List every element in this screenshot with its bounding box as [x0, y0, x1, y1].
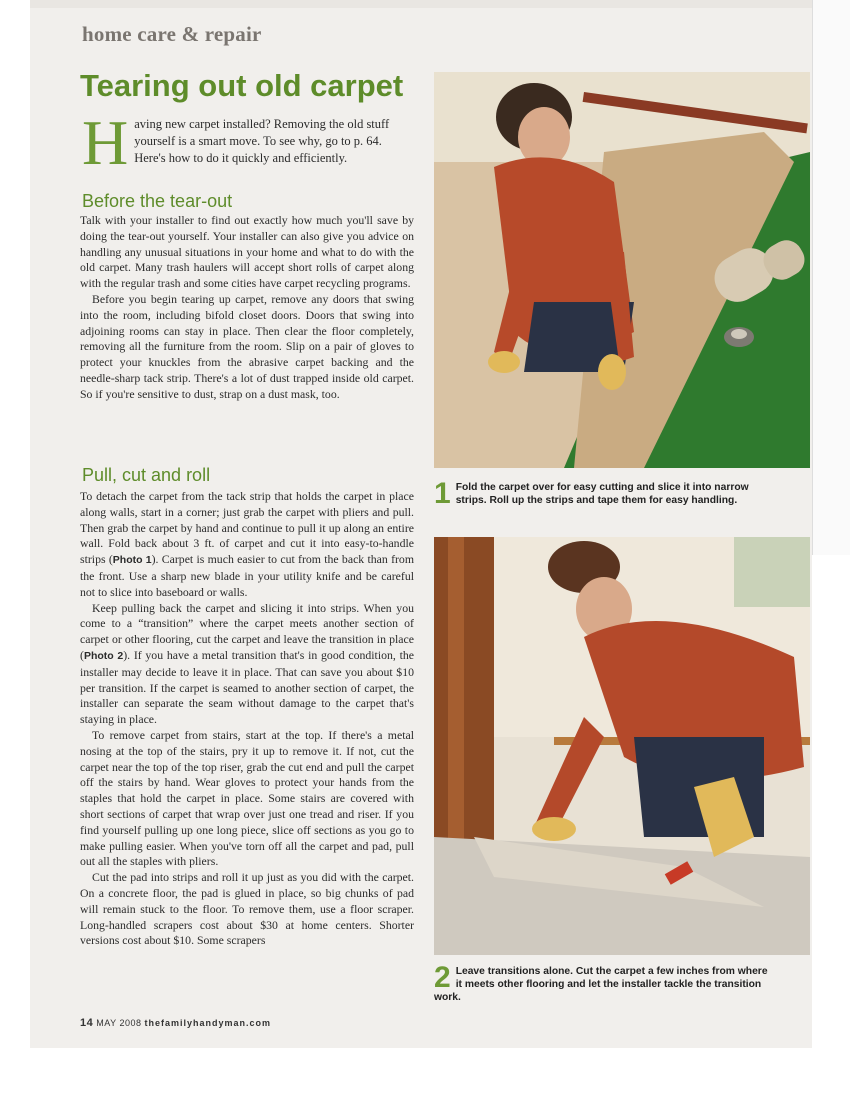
body-text: To detach the carpet from the tack strip that holds the carpet in place along walls, start in a corner; just grab the carpet with pliers and pull. Then grab the carpet by hand and continue to pull it up along an entire wall. Fold back about 3 ft. of carpet and cut it into easy-to-handle strips ( [80, 489, 414, 567]
body-text: ). Carpet is much easier to cut from the back than from the front. Use a sharp new blade in your utility knife and be careful not to slice into baseboard or walls. [80, 552, 414, 599]
photo-reference: Photo 2 [83, 649, 124, 662]
photo-1-carpet-folding [434, 72, 810, 468]
body-paragraph: Cut the pad into strips and roll it up just as you did with the carpet. On a concrete floor, the pad is glued in place, so big chunks of pad will remain stuck to the floor. To remove them, use a floor scraper. Long-handled scrapers cost about $30 at home centers. Shorter versions cost about $10. Some scrapers [80, 870, 414, 948]
photo-2-caption [434, 961, 774, 1004]
body-paragraph: To remove carpet from stairs, start at the top. If there's a metal nosing at the top of the stairs, pry it up to remove it. If not, cut the carpet near the top of the top riser, grab the cut end and pull the carpet off the stairs by hand. Wear gloves to protect your hands from the staples that hold the carpet in place. Some stairs are covered with short sections of carpet that wrap over just one tread and riser. If you find yourself pulling up one long piece, slice off sections as you go to make pulling easier. When you've torn off all the carpet and pad, pull out all the staples with pliers. [80, 727, 414, 869]
caption-text: Leave transitions alone. Cut the carpet a few inches from where it meets other flooring and let the installer tackle the transition work. [434, 966, 768, 1003]
body-text: Keep pulling back the carpet and slicing it into strips. When you come to a “transition” where the carpet meets another section of carpet or other flooring, cut the carpet and leave the transition in place ( [80, 600, 414, 662]
section-label: home care & repair [82, 22, 262, 46]
caption-number: 1 [434, 477, 451, 510]
photo-reference: Photo 1 [112, 554, 152, 567]
section-heading-before: Before the tear-out [82, 191, 233, 211]
section-pull-body [80, 489, 414, 949]
photo-1-caption [434, 477, 774, 510]
section-heading-pull: Pull, cut and roll [82, 465, 211, 485]
photo-1-image [434, 72, 810, 468]
intro-text: aving new carpet installed? Removing the old stuff yourself is a smart move. To see why, go to p. 64. Here's how to do it quickly and efficiently. [134, 117, 390, 165]
caption-text: Fold the carpet over for easy cutting and slice it into narrow strips. Roll up the strips and tape them for easy handling. [455, 482, 749, 506]
page-top-edge [30, 0, 812, 8]
body-paragraph: Talk with your installer to find out exactly how much you'll save by doing the tear-out yourself. Your installer can also give you advice on handling any unusual situations in your home and what to do with the old carpet. Many trash haulers will accept short rolls of carpet along with the regular trash and some cities have carpet recycling programs. [80, 213, 414, 291]
section-before-body [80, 213, 414, 403]
body-paragraph [80, 489, 414, 601]
page-footer [80, 1017, 271, 1029]
body-paragraph: Before you begin tearing up carpet, remove any doors that swing into the room, including bifold closet doors. Doors that swing into adjoining rooms can stay in place. Then clear the floor completely, removing all the furniture from the room. Slip on a pair of gloves to protect your knuckles from the abrasive carpet backing and the needle-sharp tack strip. There's a lot of dust trapped inside old carpet. So if you're sensitive to dust, strap on a dust mask, too. [80, 291, 414, 401]
photo-2-transition-cutting [434, 537, 810, 955]
next-page-edge [812, 0, 850, 555]
body-paragraph [80, 601, 414, 728]
intro-paragraph [82, 107, 412, 178]
issue-date: MAY 2008 [96, 1018, 142, 1028]
photo-2-image [434, 537, 810, 955]
page-number: 14 [80, 1017, 94, 1029]
article-headline: Tearing out old carpet [80, 68, 404, 103]
drop-cap: H [82, 107, 129, 178]
website: thefamilyhandyman.com [144, 1018, 272, 1028]
caption-number: 2 [434, 961, 451, 994]
body-text: ). If you have a metal transition that's in good condition, the installer may decide to leave it in place. That can save you about $10 per transition. If the carpet is seamed to another section of carpet, the installer can separate the seam without damage to the carpet that's staying in place. [80, 647, 414, 727]
